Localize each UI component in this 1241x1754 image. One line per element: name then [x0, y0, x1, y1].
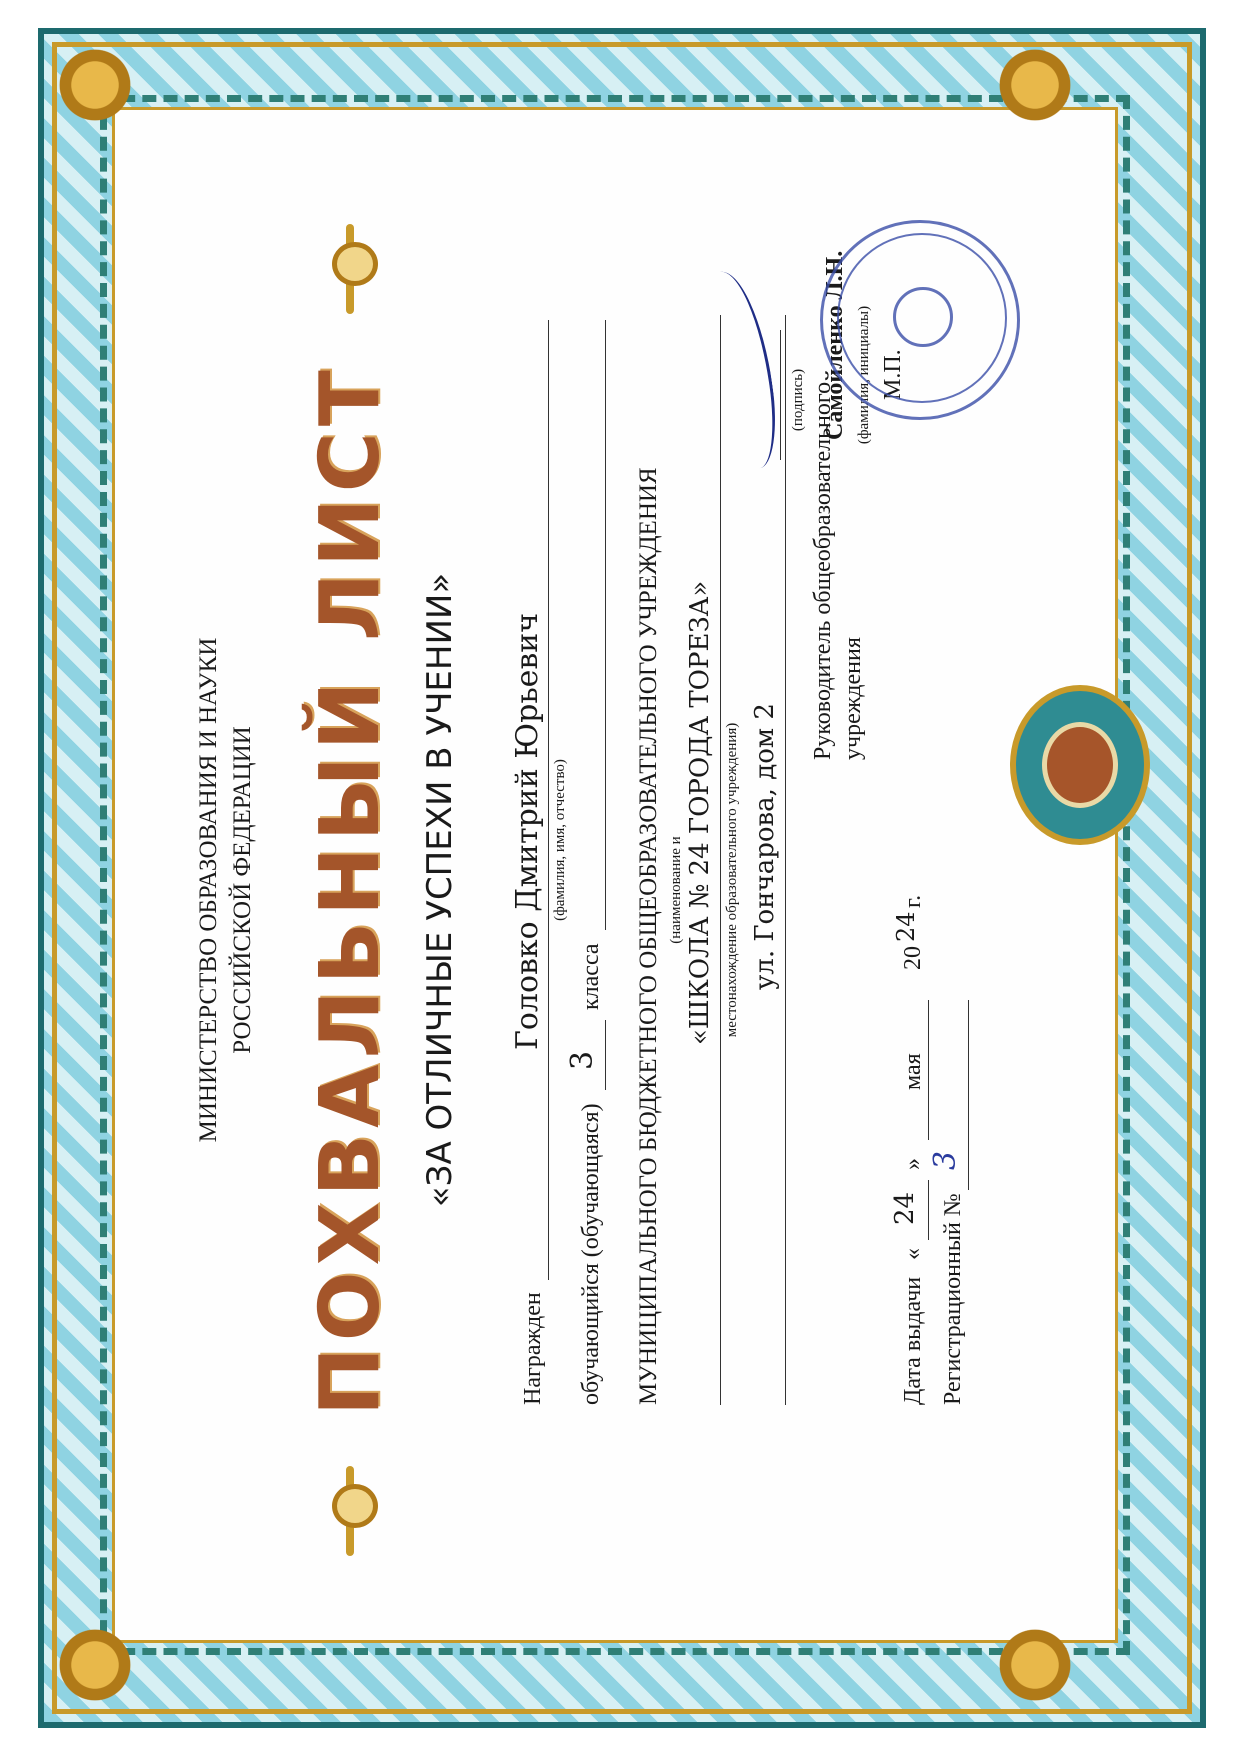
director-name-caption: (фамилия, инициалы)	[856, 305, 872, 445]
ministry-line-1: МИНИСТЕРСТВО ОБРАЗОВАНИЯ И НАУКИ	[195, 637, 222, 1143]
signature-line	[780, 330, 781, 460]
issue-year: 20	[900, 946, 926, 970]
director-name: Самойленко Л.Н.	[822, 250, 848, 440]
signature-caption: (подпись)	[790, 368, 806, 432]
quote-close: »	[900, 1158, 926, 1170]
certificate-subtitle: «ЗА ОТЛИЧНЫЕ УСПЕХИ В УЧЕНИИ»	[420, 572, 460, 1208]
name-caption: (фамилия, имя, отчество)	[552, 759, 568, 921]
corner-ornament-icon	[980, 1610, 1090, 1720]
month-underline	[928, 1000, 929, 1140]
awarded-label: Награжден	[520, 1292, 546, 1405]
director-title-1: Руководитель общеобразовательного	[810, 381, 836, 760]
ministry-line-2: РОССИЙСКОЙ ФЕДЕРАЦИИ	[229, 726, 256, 1054]
official-stamp-icon	[820, 220, 1020, 420]
quote-open: «	[900, 1248, 926, 1260]
ministry-header	[192, 170, 260, 1610]
certificate-content	[180, 170, 1000, 1610]
medallion-ornament-icon	[1000, 660, 1160, 870]
corner-ornament-icon	[40, 30, 150, 140]
title-ornament-icon	[330, 1456, 370, 1566]
issue-day: 24	[890, 1191, 920, 1225]
grade-underline	[605, 1020, 606, 1090]
corner-ornament-icon	[980, 30, 1090, 140]
reg-number-label: Регистрационный №	[940, 1193, 966, 1405]
title-row	[300, 170, 400, 1610]
awardee-name: Головко Дмитрий Юрьевич	[510, 612, 545, 1050]
corner-ornament-icon	[40, 1610, 150, 1720]
stamp-place-label: М.П.	[880, 349, 906, 400]
reg-number: 3	[928, 1150, 963, 1170]
reg-underline	[968, 1000, 969, 1190]
grade-value: 3	[565, 1050, 600, 1070]
student-label: обучающийся (обучающаяся)	[578, 1103, 604, 1405]
school-caption-2: местонахождение образовательного учреждения)	[724, 722, 740, 1038]
title-ornament-icon	[330, 214, 370, 324]
issue-year-end: г.	[900, 894, 926, 908]
day-underline	[928, 1180, 929, 1240]
school-name: «ШКОЛА № 24 ГОРОДА ТОРЕЗА»	[685, 580, 715, 1045]
address-underline	[785, 315, 786, 1405]
issue-date-label: Дата выдачи	[900, 1276, 926, 1405]
name-underline	[548, 320, 549, 1280]
grade-label: класса	[578, 943, 604, 1010]
issue-month: мая	[900, 1053, 926, 1090]
grade-line	[605, 320, 606, 930]
school-caption-1: (наименование и	[668, 836, 684, 944]
school-address: ул. Гончарова, дом 2	[750, 703, 780, 990]
issue-year-suffix: 24	[892, 911, 920, 942]
director-title-2: учреждения	[840, 637, 866, 760]
school-line-1: МУНИЦИПАЛЬНОГО БЮДЖЕТНОГО ОБЩЕОБРАЗОВАТЕЛЬНОГО УЧРЕЖДЕНИЯ	[635, 467, 662, 1405]
school-underline	[720, 315, 721, 1405]
certificate-title: ПОХВАЛЬНЫЙ ЛИСТ	[302, 364, 398, 1416]
signature-scribble-icon	[696, 267, 783, 473]
